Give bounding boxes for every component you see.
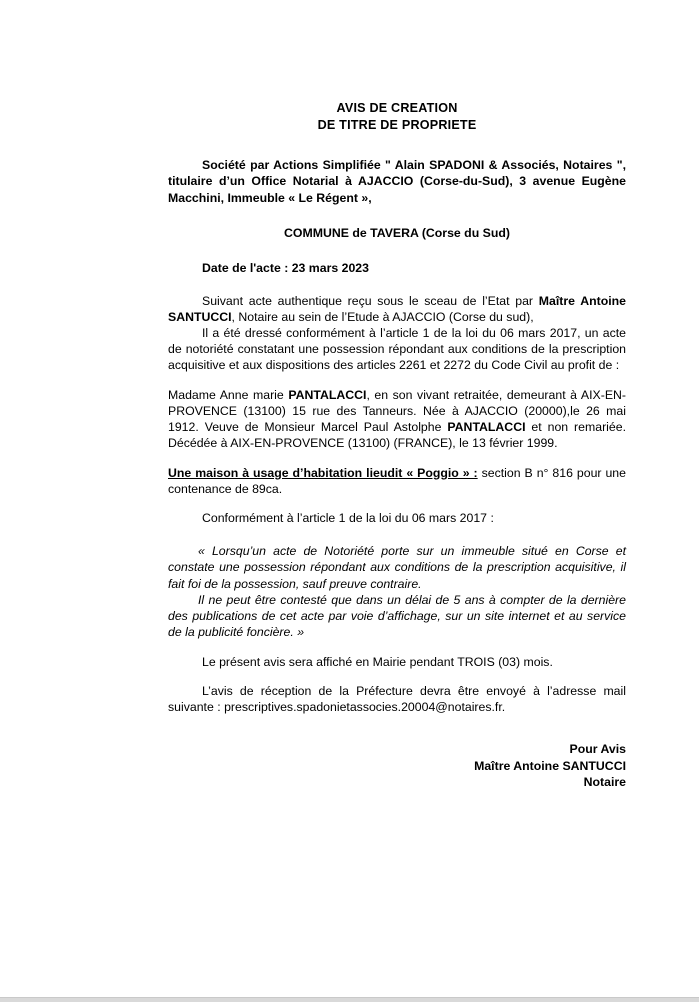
document-content — [168, 100, 626, 791]
commune-line: COMMUNE de TAVERA (Corse du Sud) — [284, 226, 510, 241]
prefecture-notice-text: L’avis de réception de la Préfecture devra être envoyé à l’adresse mail suivante : — [168, 683, 626, 714]
display-notice: Le présent avis sera affiché en Mairie pendant TROIS (03) mois. — [202, 654, 553, 669]
person-paragraph — [168, 387, 626, 452]
signature-line-2: Maître Antoine SANTUCCI — [474, 758, 626, 773]
property-paragraph — [168, 465, 626, 497]
person-surname-second: PANTALACCI — [447, 420, 526, 435]
page-title — [168, 100, 626, 135]
signature-line-3: Notaire — [583, 775, 626, 790]
conformity-line: Conformément à l’article 1 de la loi du 06 mars 2017 : — [202, 511, 494, 525]
legal-quote-line-2: Il ne peut être contesté que dans un délai de 5 ans à compter de la dernière des publications de cet acte par voie d’affichage, sur un site internet et au service de la publicité foncière. » — [168, 592, 626, 640]
person-part2: , en son vivant retraitée, demeurant à AIX-EN-PROVENCE (13100) 15 rue des Tanneurs. Née à AJACCIO (20000),le 26 mai 1912. Veuve de Monsieur Marcel Paul Astolphe — [168, 387, 626, 435]
page-bottom-edge — [0, 997, 699, 1002]
act-paragraph-part2: , Notaire au sein de l’Etude à AJACCIO (Corse du sud), — [231, 309, 534, 324]
act-paragraph — [168, 293, 626, 325]
property-details: section B n° 816 pour une contenance de 89ca. — [168, 465, 626, 496]
firm-paragraph: Société par Actions Simplifiée " Alain SPADONI & Associés, Notaires ", titulaire d’un Office Notarial à AJACCIO (Corse-du-Sud), 3 avenue Eugène Macchini, Immeuble « Le Régent », — [168, 157, 626, 205]
signature-line-1: Pour Avis — [569, 742, 626, 757]
title-line-2: DE TITRE DE PROPRIETE — [317, 118, 477, 133]
legal-quote-line-1: « Lorsqu’un acte de Notoriété porte sur un immeuble situé en Corse et constate une possession répondant aux conditions de la prescription acquisitive, il fait foi de la possession, sauf preuve contraire. — [168, 544, 626, 591]
person-part1: Madame Anne marie — [168, 387, 289, 402]
deed-paragraph: Il a été dressé conformément à l’article 1 de la loi du 06 mars 2017, un acte de notoriété constatant une possession répondant aux conditions de la prescription acquisitive et aux dispositions des articles 2261 et 2272 du Code Civil au profit de : — [168, 326, 626, 373]
contact-email: prescriptives.spadonietassocies.20004@notaires.fr. — [224, 699, 506, 714]
prefecture-notice — [168, 683, 626, 715]
title-line-1: AVIS DE CREATION — [336, 101, 458, 115]
property-heading: Une maison à usage d’habitation lieudit « Poggio » : — [168, 465, 478, 480]
legal-quote — [168, 543, 626, 640]
act-date: Date de l'acte : 23 mars 2023 — [202, 261, 369, 276]
person-part3: et non remariée. Décédée à AIX-EN-PROVENCE (13100) (FRANCE), le 13 février 1999. — [168, 420, 626, 451]
notary-name: Maître Antoine SANTUCCI — [168, 293, 626, 324]
act-paragraph-part1: Suivant acte authentique reçu sous le sceau de l’Etat par — [202, 293, 539, 308]
person-surname-first: PANTALACCI — [288, 387, 367, 402]
signature-block — [168, 741, 626, 790]
